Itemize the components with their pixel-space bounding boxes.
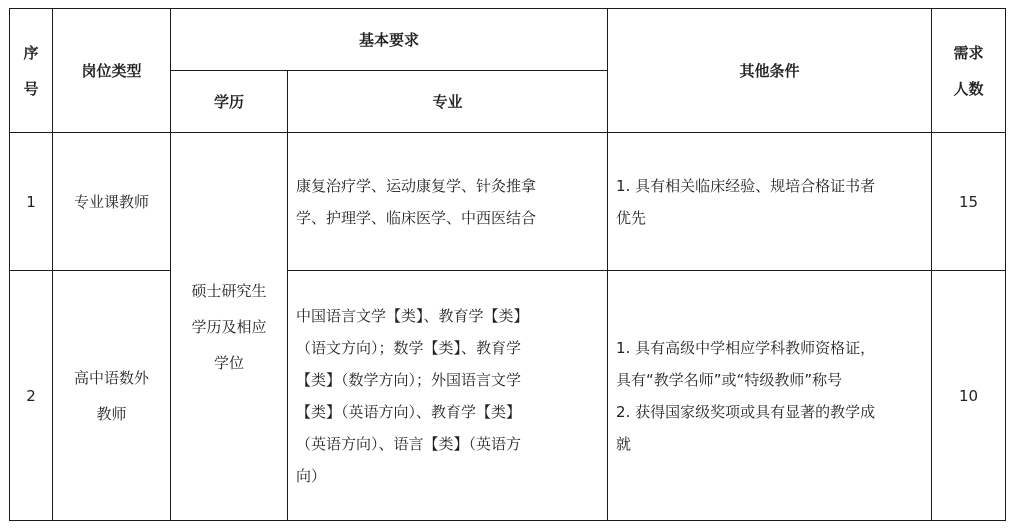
header-other-conditions: 其他条件 [608, 9, 932, 133]
other-line: 1. 具有高级中学相应学科教师资格证， [616, 338, 876, 357]
row-major [288, 133, 608, 271]
header-seq [10, 9, 53, 133]
recruitment-table [9, 8, 1006, 521]
other-line: 2. 获得国家级奖项或具有显著的教学成 [616, 402, 876, 421]
other-line: 1. 具有相关临床经验、规培合格证书者 [616, 176, 876, 195]
row-seq: 1 [10, 133, 53, 271]
row-other [608, 133, 932, 271]
header-education: 学历 [171, 71, 288, 133]
header-seq-line1: 序 [23, 43, 39, 62]
row-post-type: 专业课教师 [53, 133, 171, 271]
header-demand-line2: 人数 [953, 79, 984, 98]
row-post-type [53, 271, 171, 521]
major-line: （英语方向）、语言【类】（英语方 [296, 434, 522, 453]
major-line: 学、护理学、临床医学、中西医结合 [296, 208, 537, 227]
major-line: 康复治疗学、运动康复学、针灸推拿 [296, 176, 537, 195]
row-major [288, 271, 608, 521]
header-seq-line2: 号 [23, 79, 39, 98]
education-line: 学历及相应 [191, 317, 267, 336]
row-demand: 15 [932, 133, 1006, 271]
other-line: 就 [616, 434, 632, 453]
row-education [171, 133, 288, 521]
table-row [10, 133, 1006, 271]
row-seq: 2 [10, 271, 53, 521]
post-type-line: 高中语数外 [73, 368, 149, 387]
row-other [608, 271, 932, 521]
major-line: 【类】（数学方向）；外国语言文学 [296, 370, 522, 389]
major-line: 【类】（英语方向）、教育学【类】 [296, 402, 522, 421]
education-line: 学位 [213, 353, 244, 372]
post-type-line: 教师 [96, 404, 127, 423]
header-major: 专业 [288, 71, 608, 133]
other-line: 优先 [616, 208, 647, 227]
major-line: 中国语言文学【类】、教育学【类】 [296, 306, 529, 325]
education-line: 硕士研究生 [191, 281, 267, 300]
header-post-type: 岗位类型 [53, 9, 171, 133]
header-demand [932, 9, 1006, 133]
table-row [10, 271, 1006, 521]
header-basic-requirements: 基本要求 [171, 9, 608, 71]
header-row-1 [10, 9, 1006, 71]
major-line: 向） [296, 466, 327, 485]
major-line: （语文方向）；数学【类】、教育学 [296, 338, 522, 357]
other-line: 具有“教学名师”或“特级教师”称号 [616, 370, 843, 389]
header-demand-line1: 需求 [953, 43, 984, 62]
row-demand: 10 [932, 271, 1006, 521]
